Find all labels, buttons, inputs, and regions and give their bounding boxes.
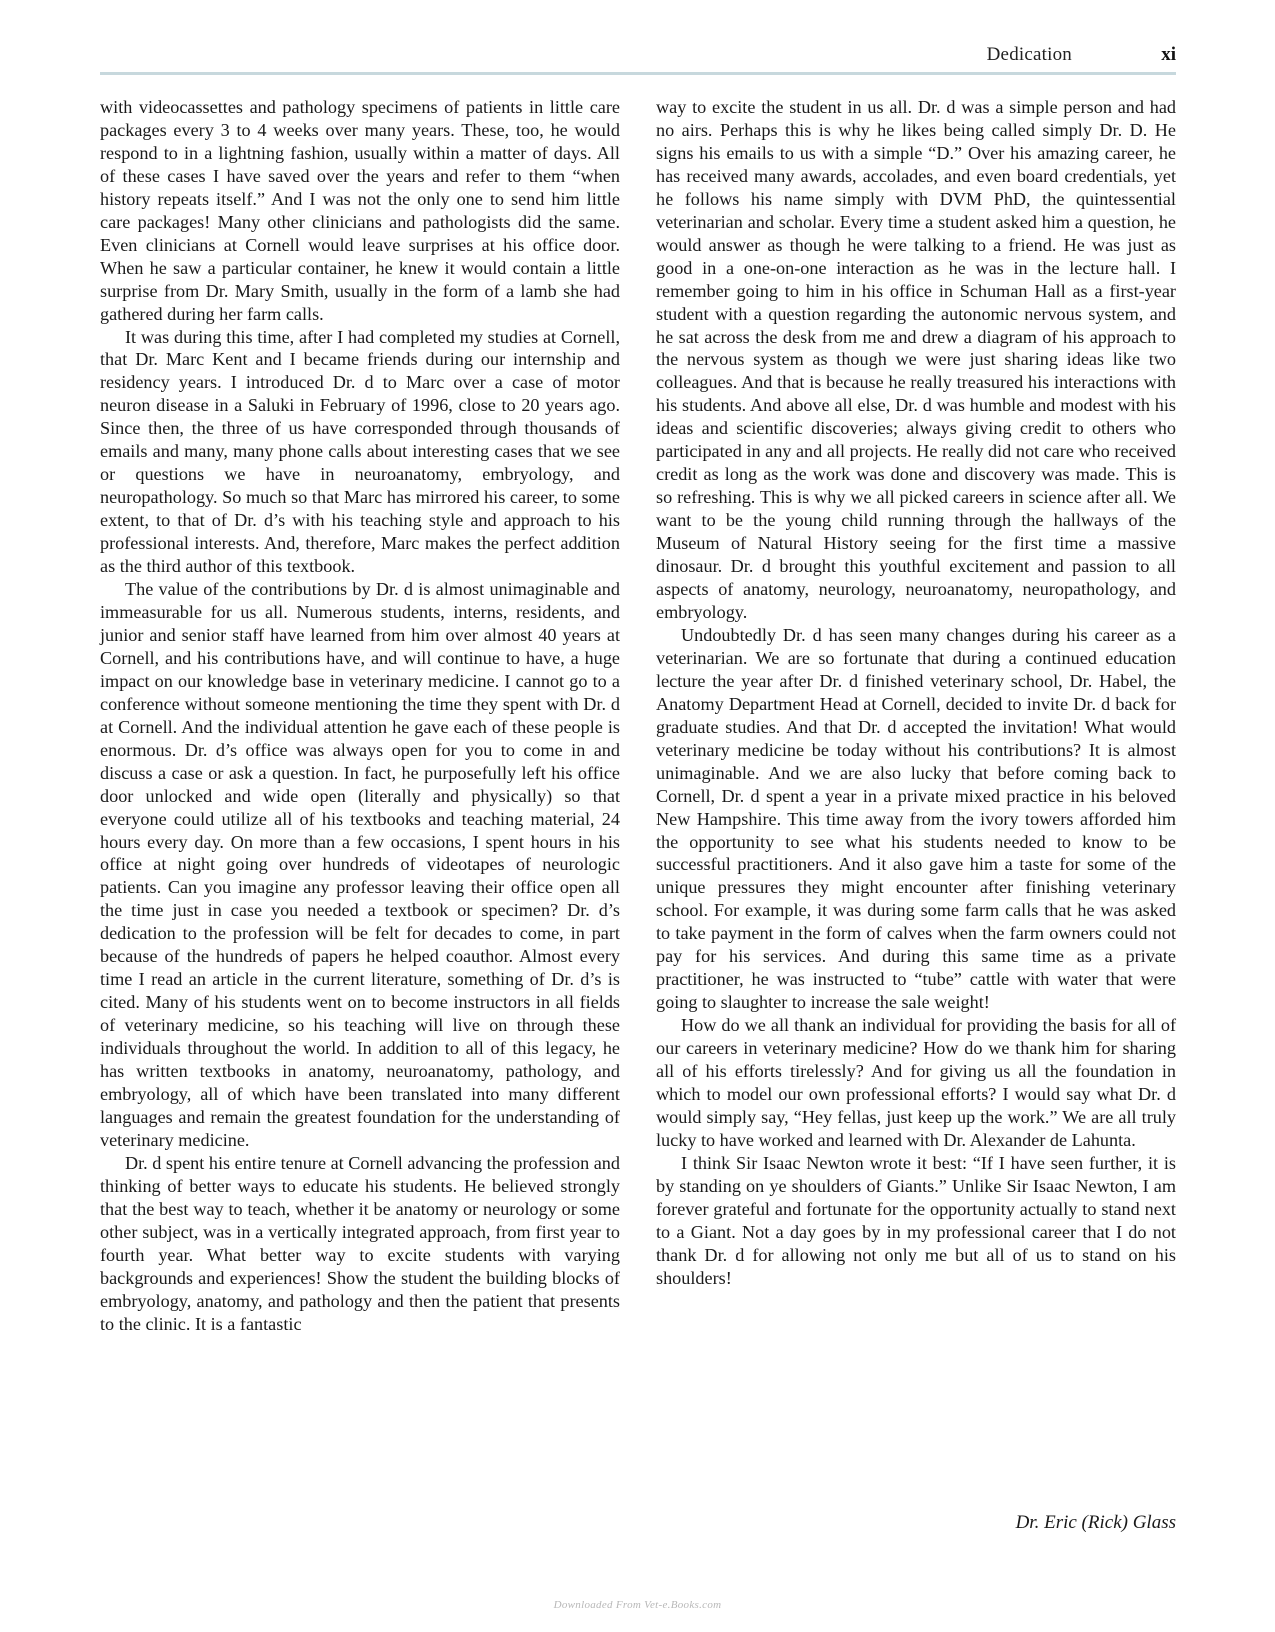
running-title: Dedication xyxy=(986,44,1072,65)
page-number: xi xyxy=(1161,44,1176,65)
paragraph: Undoubtedly Dr. d has seen many changes during his career as a veterinarian. We are so fortunate that during a continued education lecture the year after Dr. d finished veterinary school, Dr. Habel, the Anatomy Department Head at Cornell, decided to invite Dr. d back for graduate studies. And that Dr. d accepted the invitation! What would veterinary medicine be today without his contributions? It is almost unimaginable. And we are also lucky that before coming back to Cornell, Dr. d spent a year in a private mixed practice in his beloved New Hampshire. This time away from the ivory towers afforded him the opportunity to see what his students needed to know to be successful practitioners. And it also gave him a taste for some of the unique pressures they might encounter after finishing veterinary school. For example, it was during some farm calls that he was asked to take payment in the form of calves when the farm owners could not pay for his services. And during this same time as a private practitioner, he was instructed to “tube” cattle with water that were going to slaughter to increase the sale weight! xyxy=(656,624,1176,1013)
paragraph-continued: with videocassettes and pathology specimens of patients in little care packages every 3 to 4 weeks over many years. These, too, he would respond to in a lightning fashion, usually within a matter of days. All of these cases I have saved over the years and refer to them “when history repeats itself.” And I was not the only one to send him little care packages! Many other clinicians and pathologists did the same. Even clinicians at Cornell would leave surprises at his office door. When he saw a particular container, he knew it would contain a little surprise from Dr. Mary Smith, usually in the form of a lamb she had gathered during her farm calls. xyxy=(100,97,620,324)
right-column xyxy=(656,96,1176,1290)
running-head xyxy=(100,44,1176,68)
paragraph: I think Sir Isaac Newton wrote it best: “If I have seen further, it is by standing on ye shoulders of Giants.” Unlike Sir Isaac Newton, I am forever grateful and fortunate for the opportunity actually to stand next to a Giant. Not a day goes by in my professional career that I do not thank Dr. d for allowing not only me but all of us to stand on his shoulders! xyxy=(656,1152,1176,1288)
left-column xyxy=(100,96,620,1335)
paragraph: Dr. d spent his entire tenure at Cornell advancing the profession and thinking of better ways to educate his students. He believed strongly that the best way to teach, whether it be anatomy or neurology or some other subject, was in a vertically integrated approach, from first year to fourth year. What better way to excite students with varying backgrounds and experiences! Show the student the building blocks of embryology, anatomy, and pathology and then the patient that presents to the clinic. It is a fantastic xyxy=(100,1152,620,1334)
paragraph: How do we all thank an individual for providing the basis for all of our careers in veterinary medicine? How do we thank him for sharing all of his efforts tirelessly? And for giving us all the foundation in which to model our own professional efforts? I would say what Dr. d would simply say, “Hey fellas, just keep up the work.” We are all truly lucky to have worked and learned with Dr. Alexander de Lahunta. xyxy=(656,1015,1176,1150)
header-rule xyxy=(100,72,1176,75)
paragraph: It was during this time, after I had completed my studies at Cornell, that Dr. Marc Kent and I became friends during our internship and residency years. I introduced Dr. d to Marc over a case of motor neuron disease in a Saluki in February of 1996, close to 20 years ago. Since then, the three of us have corresponded through thousands of emails and many, many phone calls about interesting cases that we see or questions we have in neuroanatomy, embryology, and neuropathology. So much so that Marc has mirrored his career, to some extent, to that of Dr. d’s with his teaching style and approach to his professional interests. And, therefore, Marc makes the perfect addition as the third author of this textbook. xyxy=(100,326,620,577)
paragraph-continued: way to excite the student in us all. Dr. d was a simple person and had no airs. Perhaps this is why he likes being called simply Dr. D. He signs his emails to us with a simple “D.” Over his amazing career, he has received many awards, accolades, and even board credentials, yet he follows his name simply with DVM PhD, the quintessential veterinarian and scholar. Every time a student asked him a question, he would answer as though he were talking to a friend. He was just as good in a one-on-one interaction as he was in the lecture hall. I remember going to him in his office in Schuman Hall as a first-year student with a question regarding the autonomic nervous system, and he sat across the desk from me and drew a diagram of his approach to the nervous system as though we were just sharing ideas like two colleagues. And that is because he really treasured his interactions with his students. And above all else, Dr. d was humble and modest with his ideas and scientific discoveries; always giving credit to others who participated in any and all projects. He really did not care who received credit as long as the work was done and discovery was made. This is so refreshing. This is why we all picked careers in science after all. We want to be the young child running through the hallways of the Museum of Natural History seeing for the first time a massive dinosaur. Dr. d brought this youthful excitement and passion to all aspects of anatomy, neurology, neuroanatomy, neuropathology, and embryology. xyxy=(656,97,1176,622)
paragraph: The value of the contributions by Dr. d is almost unimaginable and immeasurable for us all. Numerous students, interns, residents, and junior and senior staff have learned from him over almost 40 years at Cornell, and his contributions have, and will continue to have, a huge impact on our knowledge base in veterinary medicine. I cannot go to a conference without someone mentioning the time they spent with Dr. d at Cornell. And the individual attention he gave each of these people is enormous. Dr. d’s office was always open for you to come in and discuss a case or ask a question. In fact, he purposefully left his office door unlocked and wide open (literally and physically) so that everyone could utilize all of his textbooks and teaching material, 24 hours every day. On more than a few occasions, I spent hours in his office at night going over hundreds of videotapes of neurologic patients. Can you imagine any professor leaving their office open all the time just in case you needed a textbook or specimen? Dr. d’s dedication to the profession will be felt for decades to come, in part because of the hundreds of papers he helped coauthor. Almost every time I read an article in the current literature, something of Dr. d’s is cited. Many of his students went on to become instructors in all fields of veterinary medicine, so his teaching will live on through these individuals throughout the world. In addition to all of this legacy, he has written textbooks in anatomy, neuroanatomy, pathology, and embryology, all of which have been translated into many different languages and remain the greatest foundation for the understanding of veterinary medicine. xyxy=(100,579,620,1150)
download-watermark: Downloaded From Vet-e.Books.com xyxy=(553,1599,722,1611)
author-signature: Dr. Eric (Rick) Glass xyxy=(1015,1512,1176,1533)
